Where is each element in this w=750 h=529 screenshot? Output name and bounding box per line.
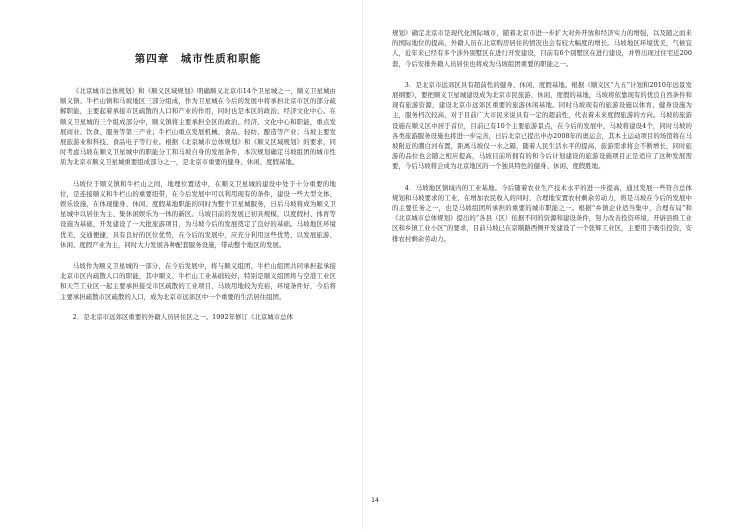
page-gutter <box>362 0 363 529</box>
paragraph: 马坡位于顺义镇和牛栏山之间，地理位置适中，在顺义卫星城的建设中处于十分重要的地位，是连接顺义和牛栏山的重要纽带，在今后发展中可以利用现有的条件，建设一些大型文体、娱乐设施，在体现健身、休闲、度假基地职能的同时为整个卫星城服务，日后马坡将成为顺义卫星城中以居住为主、集休闲娱乐为一体的新区。马坡目前的发展已初具规模，以度假村、体育等设施为基础，开发建设了一大批旅游项目，为马坡今后的发展奠定了良好的基础。马坡地区环境优美、交通便捷，具有良好的区位优势，在今后的发展中，应充分利用这些优势，以发展旅游、休闲、度假产业为主，同时大力发展各种配套服务设施，带动整个地区的发展。 <box>60 179 336 249</box>
chapter-title: 第四章 城市性质和职能 <box>134 53 262 65</box>
paragraph: 4．马坡地区镇域内的工业基地。今后随着农业生产技术水平的进一步提高，通过发展一些符合总体规划和马坡要求的工业，在增加农民收入的同时，合理地安置农村剩余劳动力，将是马坡在今后的发展中的主要任务之一，也是马坡组团所承担的重要的城市职能之一。根据“乡镇企业适当集中、合理布局”和《北京城市总体规划》提出的“各县（区）依据不同的资源和建设条件，努力改善投资环境，开辟县级工业区和乡镇工业小区”的要求，目前马坡已在京顺路西侧开发建设了一个张辉工业区，主要用于吸引投资，安排农村剩余劳动力。 <box>392 183 692 243</box>
paragraph: 《北京城市总体规划》和《顺义区域规划》明确顺义北京市14个卫星城之一，顺义卫星城由顺义镇、牛栏山镇和马坡地区三部分组成，作为卫星城在今后的发展中将承担北京市区的部分疏解职能，主要起着承接市区疏散的人口和产业的作用，同时也是本区的政治、经济文化中心。在顺义卫星城的三个组成部分中，顺义镇将主要承担全区的政治、经济、文化中心和职能，重点发展商业、饮食、服务等第三产业；牛栏山重点发展机械、食品、轻纺、酿造等产业；马坡主要发展旅游业和科技、食品电子等行业。根据《北京城市总体规划》和《顺义区域规划》的要求，同时考虑马坡在顺义卫星城中的职能分工和马坡自身的发展条件，本次规划确定马坡组团的城市性质为北京市顺义卫星城重要组成部分之一，是北京市重要的健身、休闲、度假基地。 <box>60 87 336 167</box>
paragraph: 2．是北京市远郊区重要的外籍人员居住区之一。1992年修订《北京城市总体 <box>72 312 294 321</box>
page-number: 14 <box>371 497 379 504</box>
paragraph: 马坡作为顺义卫星城的一部分，在今后发展中，将与顺义组团、牛栏山组团共同承担起承接北京市区内疏散人口的职能，其中顺义、牛栏山工业基础较好，特别是顺义组团将与空港工业区和天竺工业区一起主要承担接受市区疏散的工业项目，马坡用地较为充裕，环境条件好，今后将主要承担疏散市区疏散的人口，成为北京市远郊区中一个重要的生活居住组团。 <box>60 262 336 301</box>
left-column <box>60 0 336 495</box>
paragraph: 3．是北京市远郊区具有超前性的健身、休闲、度假基地。根据《顺义区“九五”计划和2010年远景发展纲要》，要把顺义卫星城建设成为北京市民旅游、休闲、度假的基地，马坡将依靠现有的优良自然条件和现有旅游资源，建设北京市远郊区重要的旅游休闲基地。同时马坡现有的旅游设施以体育、健身设施为主，服务档次较高，对于目前广大市民来说具有一定的超前性，代表着未来度假旅游的方向。马坡的旅游设施在顺义区中居于首位，目前已有10个主要旅游景点，在今后的发展中，马坡将建设4个，同时马坡的各类旅游服务设施也将进一步完善，日后北京已提出申办2008年的奥运会，其本土运动项目的场馆将在马坡附近的潮白河布置，距离马坡仅一水之隔，随着人民生活水平的提高，旅游需求将会不断增长，同时旅游的品位也会随之相应提高，马坡目前所拥有的和今后计划建设的旅游设施项目正是适应了这种发展需要，今后马坡将会成为北京地区的一个独具特色的健身、休闲、度假胜地。 <box>392 80 692 171</box>
paragraph: 规划》确定北京市是现代化国际城市，随着北京市进一步扩大对外开放和经济实力的增强，以及随之而来的国际地位的提高，外籍人员在北京购房居住的情况也会有较大幅度的增长。马坡地区环境优美，气候宜人，近年来已经有多个涉外别墅区在进行开发建设，目前有6个别墅区在进行建设，并曾出现过住宅近200套，今后安排外籍人员居住也将成为马坡组团重要的职能之一。 <box>392 29 692 68</box>
right-column <box>392 28 692 495</box>
